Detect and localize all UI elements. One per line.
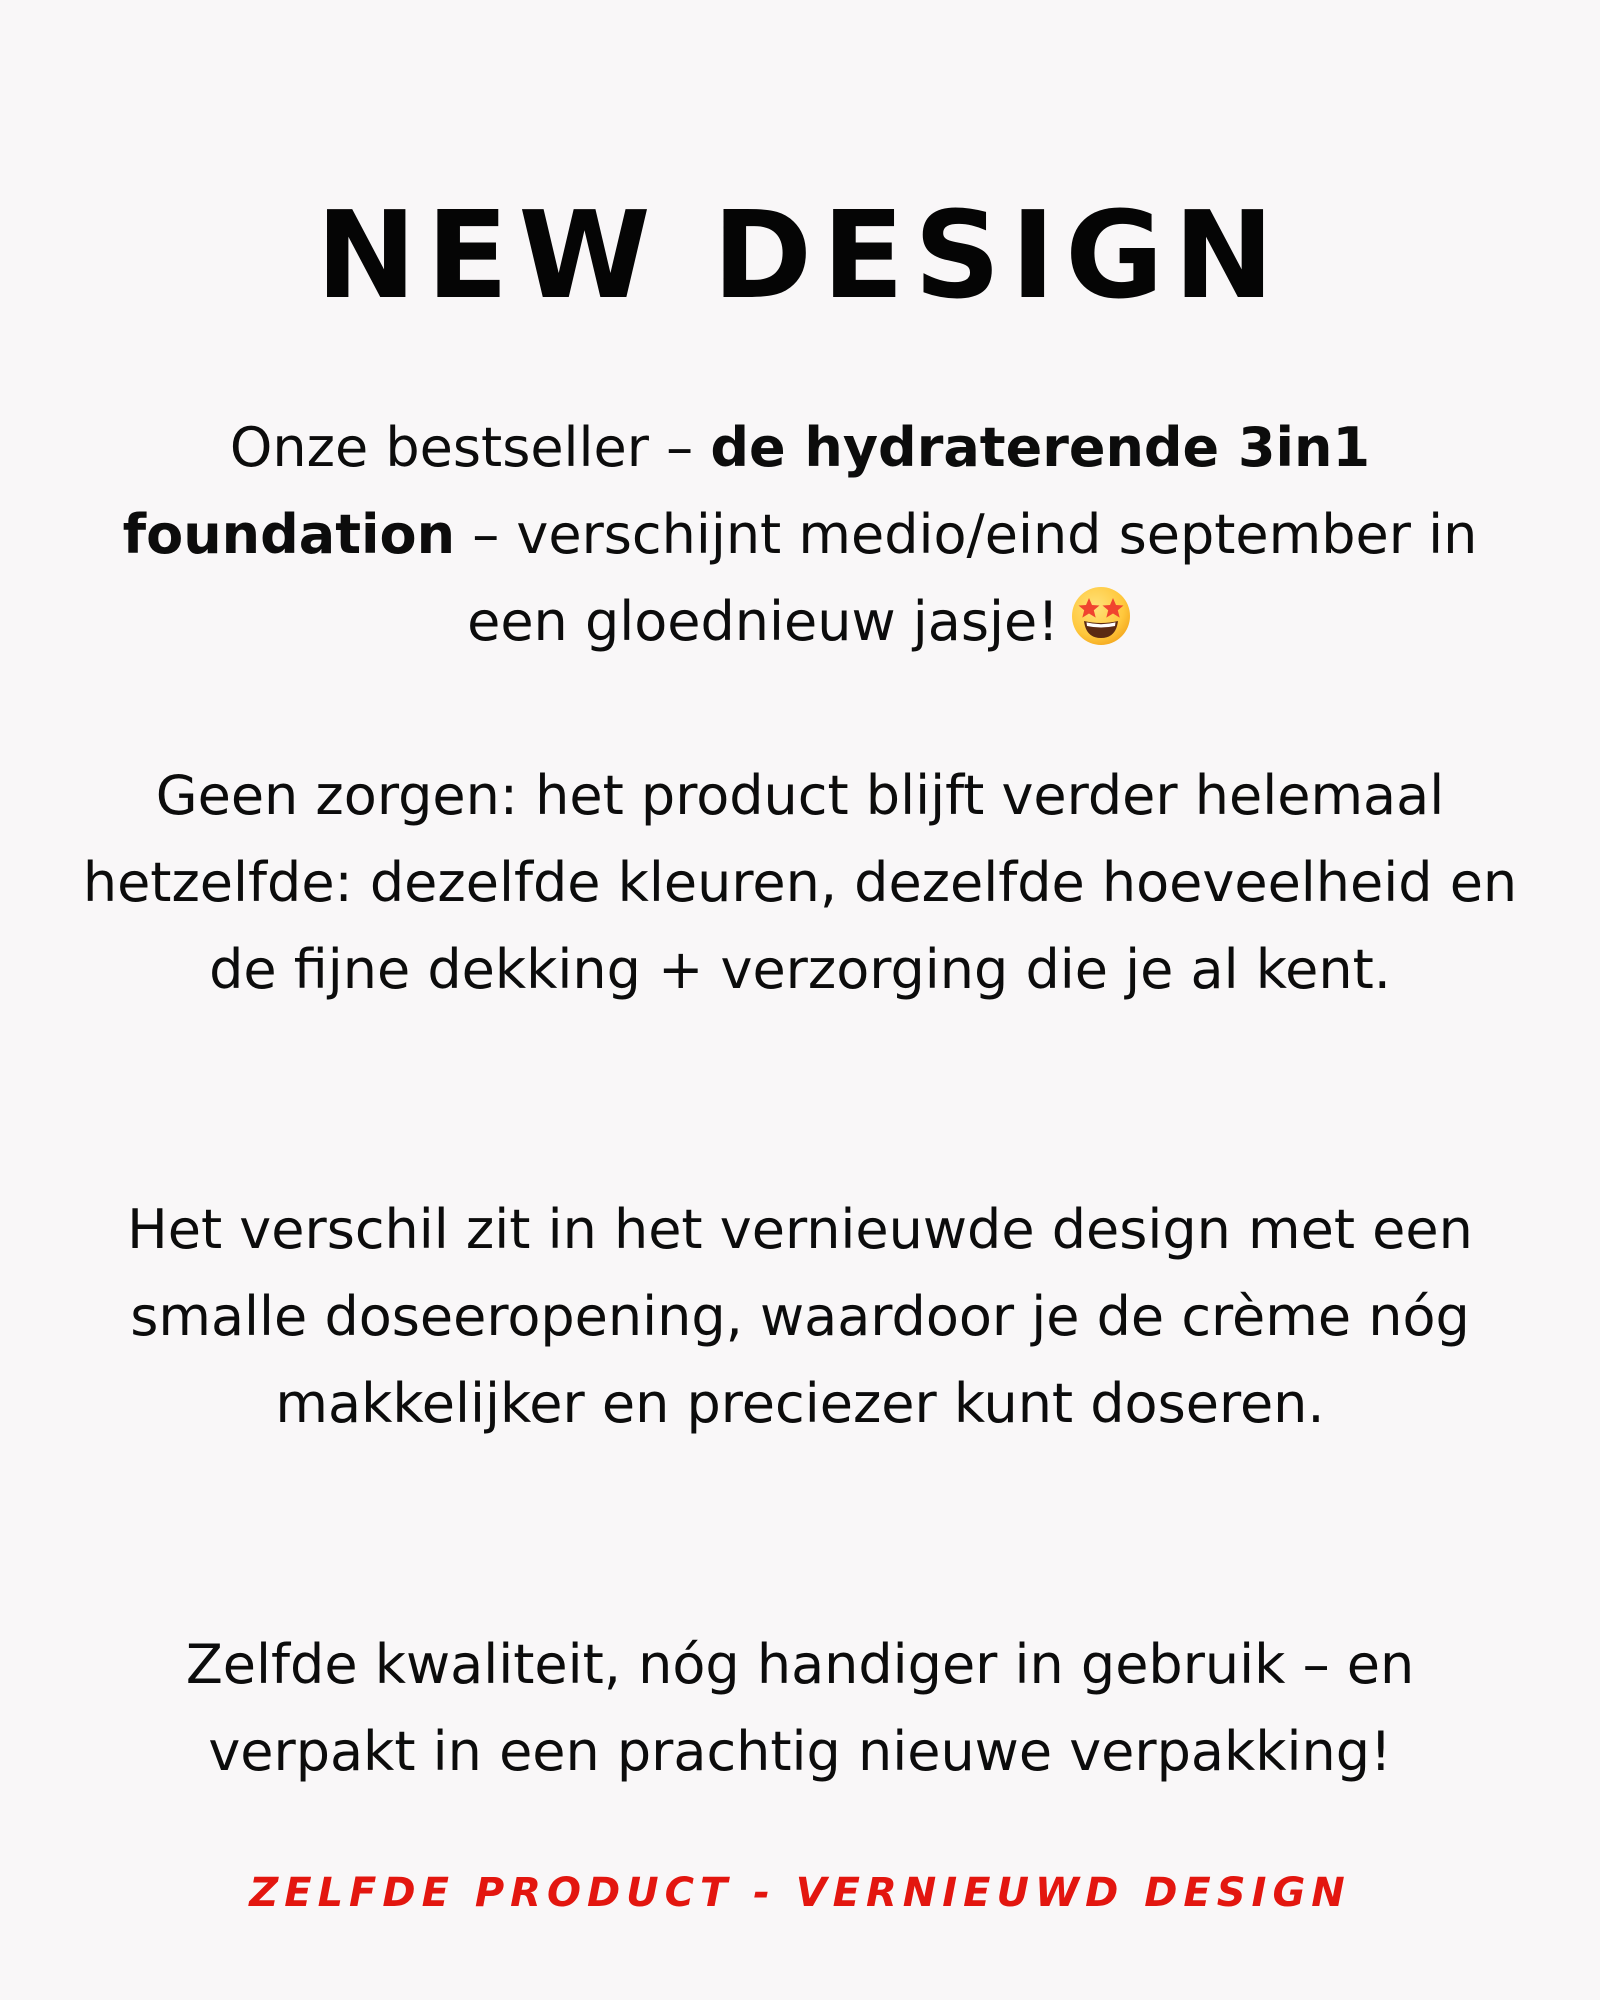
closing-paragraph: Zelfde kwaliteit, nóg handiger in gebruik – en verpakt in een prachtig nieuwe verpakking!: [185, 1633, 1415, 1783]
intro-lead: Onze bestseller –: [229, 416, 711, 479]
headline: NEW DESIGN: [315, 187, 1285, 326]
product-name: de hydraterende 3in1 foundation: [122, 416, 1371, 566]
intro-tail: – verschijnt medio/eind september in een gloednieuw jasje!: [455, 503, 1478, 653]
difference-paragraph: Het verschil zit in het vernieuwde design met een smalle doseeropening, waardoor je de crème nóg makkelijker en preciezer kunt doseren.: [127, 1198, 1473, 1435]
reassurance-paragraph: Geen zorgen: het product blijft verder helemaal hetzelfde: dezelfde kleuren, dezelfde hoeveelheid en de fijne dekking + verzorging die je al kent.: [82, 764, 1518, 1001]
intro-paragraph: [80, 404, 1520, 665]
star-struck-emoji-icon: [1069, 584, 1133, 648]
footer-tagline: ZELFDE PRODUCT - VERNIEUWD DESIGN: [249, 1870, 1351, 1916]
